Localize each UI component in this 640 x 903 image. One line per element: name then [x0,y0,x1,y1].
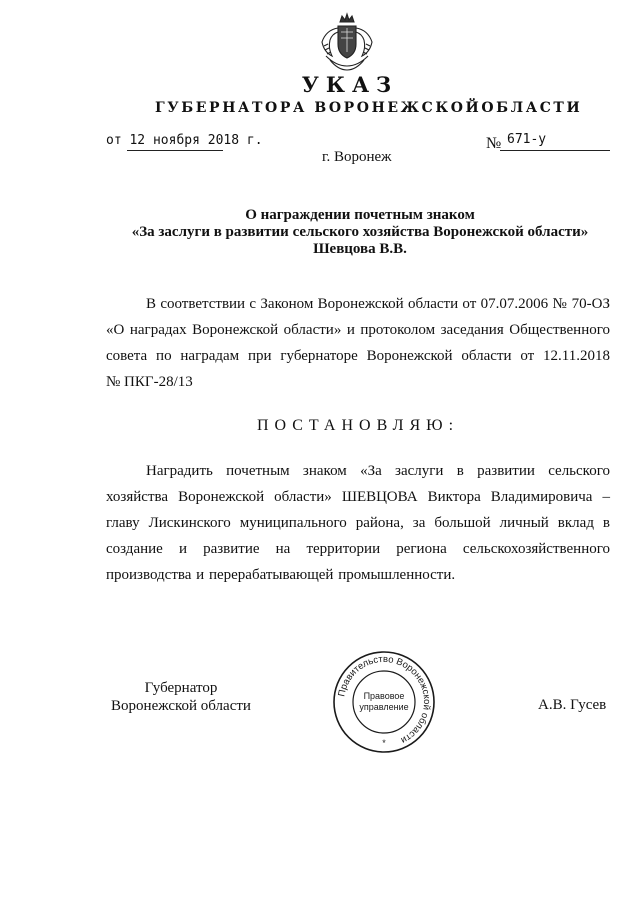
decree-word: ПОСТАНОВЛЯЮ: [256,417,460,434]
city-line: г. Воронеж [322,149,392,165]
stamp-center-line-1: Правовое [363,691,405,701]
body-line: хозяйства Воронежской области» ШЕВЦОВА Виктора Владимировича – [106,489,610,505]
preamble-line: «О наградах Воронежской области» и протоколом заседания Общественного [106,322,610,338]
official-stamp [330,648,438,756]
signatory-name: А.В. Гусев [538,697,607,713]
preamble-line: В соответствии с Законом Воронежской области от 07.07.2006 № 70-ОЗ [146,296,610,312]
position-line-1: Губернатор [144,680,218,696]
number-underline [500,150,610,151]
title-line-3: Шевцова В.В. [313,241,407,257]
date-underline [127,150,223,151]
date-line [106,133,263,148]
stamp-star-mark: * [382,738,386,748]
body-line: Наградить почетным знаком «За заслуги в развитии сельского [146,463,610,479]
title-line-2: «За заслуги в развитии сельского хозяйства Воронежской области» [131,224,589,240]
date-prefix: от [106,133,122,148]
number-label: № [486,135,502,152]
preamble-line: совета по наградам при губернаторе Воронежской области от 12.11.2018 [106,348,610,364]
position-line-2: Воронежской области [111,698,251,714]
preamble-paragraph [106,291,610,395]
stamp-center-line-2: управление [359,702,409,712]
decree-number: 671-у [507,132,547,147]
operative-paragraph [106,458,610,588]
stamp-ring-text: Правительство Воронежской области [336,653,433,746]
body-line: главу Лискинского муниципального района, за большой личный вклад в [106,515,610,531]
preamble-line: № ПКГ-28/13 [106,374,193,390]
date-suffix: г. [246,133,263,148]
body-line: производства и перерабатывающей промышленности. [106,567,456,583]
issuer-heading: ГУБЕРНАТОРА ВОРОНЕЖСКОЙОБЛАСТИ [155,100,583,116]
title-line-1: О награждении почетным знаком [245,207,475,223]
coat-of-arms-emblem [316,12,378,74]
body-line: создание и развитие на территории региона сельскохозяйственного [106,541,610,557]
document-type-heading: УКАЗ [301,72,399,97]
date-value: 12 ноября 2018 [129,133,240,148]
decree-title [0,207,640,258]
signatory-position [106,679,256,715]
